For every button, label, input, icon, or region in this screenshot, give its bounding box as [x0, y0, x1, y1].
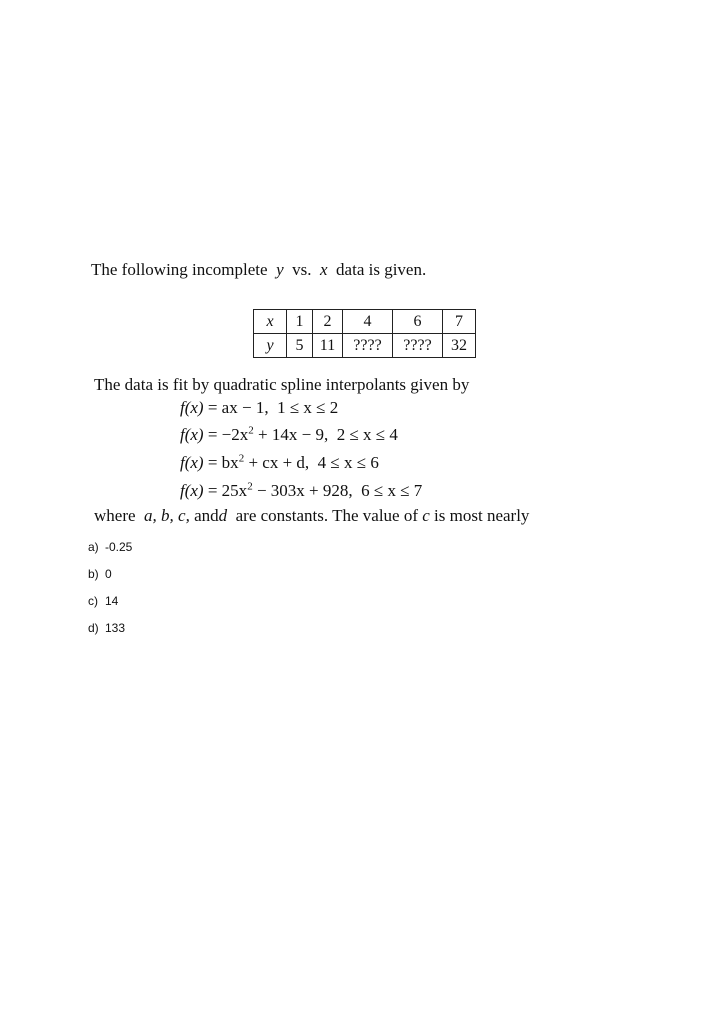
equation-rhs-rest: + cx + d,	[244, 453, 310, 472]
equation-condition: 6 ≤ x ≤ 7	[361, 481, 423, 500]
equation-rhs: = −2x	[207, 425, 249, 444]
equation-exponent: 2	[248, 424, 254, 437]
fit-statement: The data is fit by quadratic spline interpolants given by	[94, 375, 470, 394]
where-c: c	[422, 506, 430, 525]
where-d: d	[218, 506, 228, 525]
where-vars: a, b, c,	[144, 506, 190, 525]
intro-text: The following incomplete	[91, 260, 268, 279]
option-label: c)	[88, 594, 98, 608]
where-text-end: is most nearly	[434, 506, 530, 525]
equation-lhs: f(x)	[180, 425, 204, 444]
equation-rhs: = ax − 1,	[207, 398, 269, 417]
intro-vs: vs.	[292, 260, 312, 279]
table-cell: ????	[393, 334, 443, 358]
where-text-mid: are constants. The value of	[235, 506, 418, 525]
option-label: a)	[88, 540, 99, 554]
equation-exponent: 2	[247, 480, 253, 493]
table-cell: y	[254, 334, 287, 358]
x-row	[254, 310, 476, 334]
option-a[interactable]	[88, 540, 132, 554]
table-cell: 32	[443, 334, 476, 358]
option-value: 133	[105, 621, 126, 635]
option-d[interactable]	[88, 621, 125, 635]
data-table	[253, 309, 476, 358]
table-cell: ????	[343, 334, 393, 358]
intro-y-var: y	[276, 260, 284, 279]
table-cell: 6	[393, 310, 443, 334]
intro-x-var: x	[320, 260, 328, 279]
option-c[interactable]	[88, 594, 118, 608]
equation-condition: 1 ≤ x ≤ 2	[277, 398, 339, 417]
table-cell: 11	[313, 334, 343, 358]
equation-lhs: f(x)	[180, 453, 204, 472]
equation-exponent: 2	[238, 452, 245, 465]
where-statement	[94, 506, 529, 526]
y-row	[254, 334, 476, 358]
table-cell: 2	[313, 310, 343, 334]
option-value: -0.25	[105, 540, 133, 554]
equation-rhs: = bx	[207, 453, 239, 472]
table-cell: x	[254, 310, 287, 334]
table-cell: 4	[343, 310, 393, 334]
table-cell: 5	[287, 334, 313, 358]
option-value: 14	[105, 594, 119, 608]
question-intro	[91, 260, 426, 280]
equation-condition: 4 ≤ x ≤ 6	[317, 453, 379, 472]
table-cell: 7	[443, 310, 476, 334]
option-b[interactable]	[88, 567, 112, 581]
equation-1	[180, 398, 338, 418]
intro-text-end: data is given.	[336, 260, 427, 279]
equation-rhs-rest: − 303x + 928,	[252, 481, 353, 500]
equation-rhs: = 25x	[207, 481, 248, 500]
equation-lhs: f(x)	[180, 481, 204, 500]
equation-4	[180, 481, 422, 501]
where-text: where	[94, 506, 136, 525]
option-label: b)	[88, 567, 99, 581]
table-cell: 1	[287, 310, 313, 334]
equation-rhs-rest: + 14x − 9,	[253, 425, 329, 444]
equation-lhs: f(x)	[180, 398, 204, 417]
equation-3	[180, 453, 379, 473]
where-and: and	[194, 506, 219, 525]
option-value: 0	[105, 567, 112, 581]
equation-2	[180, 425, 398, 445]
equation-condition: 2 ≤ x ≤ 4	[336, 425, 398, 444]
option-label: d)	[88, 621, 99, 635]
